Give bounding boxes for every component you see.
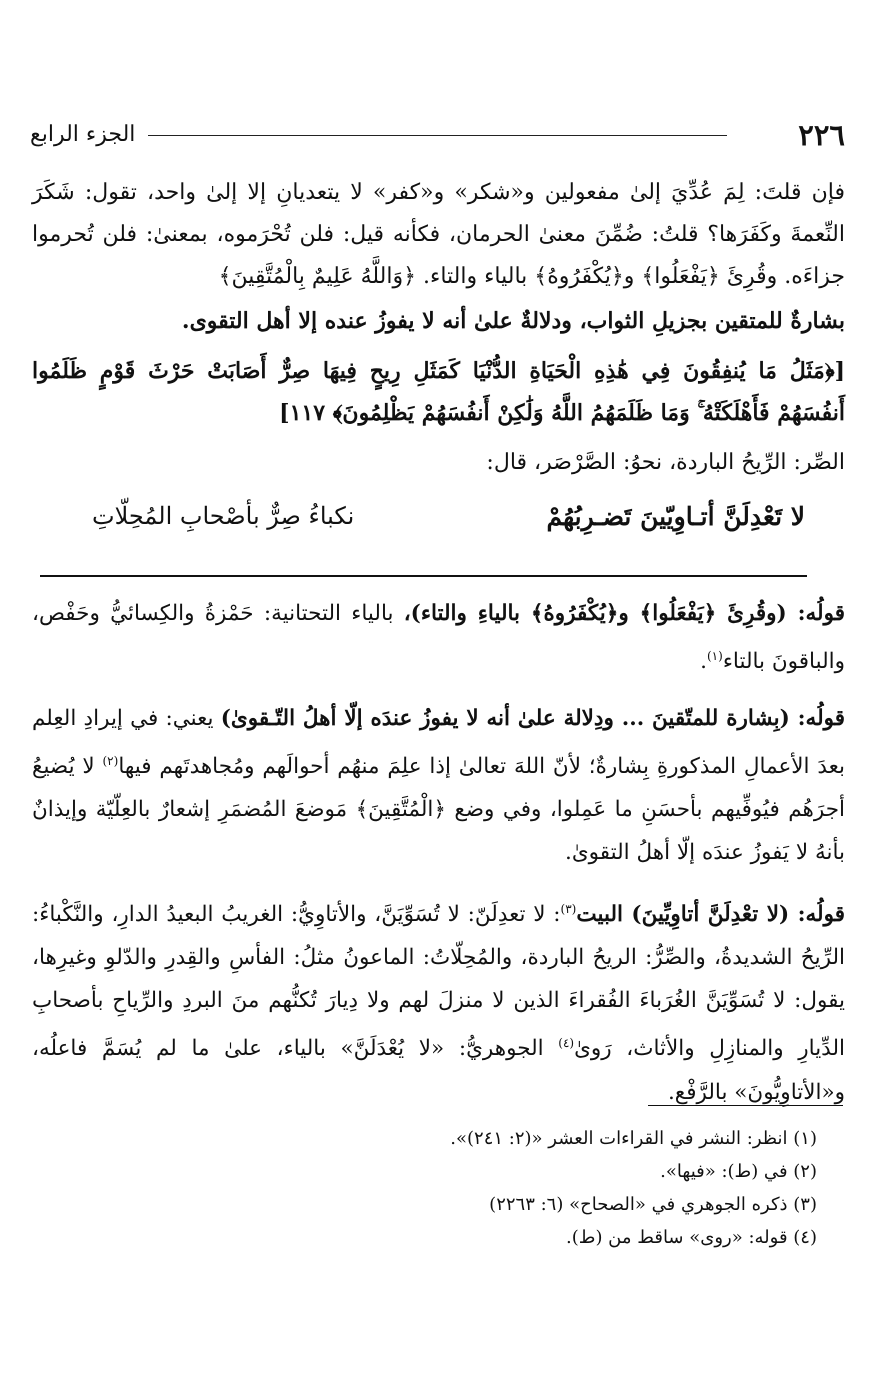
quran-verse-block — [32, 350, 845, 434]
commentary-paragraph — [32, 697, 845, 874]
footnote: (٣) ذكره الجوهري في «الصحاح» (٦: ٢٢٦٣) — [489, 1194, 817, 1215]
footnote-ref: (٣) — [560, 902, 577, 917]
commentary-lead: قولُه: (لا تعْدِلَنَّ أتاوِيِّينَ) البيت — [576, 902, 845, 928]
footnote: (٢) في (ط): «فيها». — [660, 1161, 817, 1182]
footnote-ref: (٢) — [102, 754, 119, 769]
commentary-paragraph: قولُه: (وقُرِئَ ﴿يَفْعَلُوا﴾ و﴿يُكْفَرُوهُ﴾ بالياءِ والتاء)، بالياء التحتانية: حَمْزةُ والكِسائيُّ وحَفْص، والباقونَ بالتاء$^{(١)}$. — [32, 601, 845, 675]
page-number: ٢٢٦ — [798, 118, 845, 152]
commentary-divider — [40, 575, 807, 577]
commentary-text: يعني: في إيرادِ العِلم بعدَ الأعمالِ المذكورةِ بِشارةٌ؛ لأنّ اللهَ تعالىٰ إذا علِمَ منهُم أحوالَهم ومُجاهدتَهم فيها — [32, 706, 845, 780]
commentary-lead: قولُه: (بِشارة للمتّقينَ ... ودِلالة علىٰ أنه لا يفوزُ عندَه إلّا أهلُ التّـقوىٰ) — [220, 706, 845, 732]
verse-note: الصِّر: الرِّيحُ الباردة، نحوُ: الصَّرْصَر، قال: — [486, 450, 845, 475]
commentary-text: بالياء التحتانية: حَمْزةُ والكِسائيُّ وحَفْص، والباقونَ بالتاء — [32, 601, 845, 675]
main-text — [32, 172, 845, 546]
commentary-paragraph — [32, 888, 845, 1113]
main-paragraph: بشارةٌ للمتقين بجزيلِ الثواب، ودلالةٌ علىٰ أنه لا يفوزُ عنده إلا أهل التقوى. — [181, 308, 845, 334]
footnote-ref: (١) — [706, 649, 723, 663]
commentary-section — [32, 592, 845, 1114]
footnote-rule — [648, 1105, 843, 1106]
footnote: (١) انظر: النشر في القراءات العشر «(٢: ٢٤١)». — [450, 1128, 817, 1149]
poem-line — [32, 494, 845, 546]
footnote: (٤) قوله: «روى» ساقط من (ط). — [566, 1227, 817, 1248]
page-header — [30, 118, 849, 154]
commentary-text: لا يُضيعُ أجرَهُم فيُوفِّيهم بأحسَنِ ما عَمِلوا، وفي وضع ﴿الْمُتَّقِينَ﴾ مَوضعَ المُضمَرِ إشعارٌ بالعِلّيّة وإيذانٌ بأنهُ لا يَفوزُ عندَه إلّا أهلُ التقوىٰ. — [32, 754, 845, 866]
header-rule — [148, 135, 727, 136]
footnote-ref: (٤) — [558, 1036, 575, 1051]
running-head: الجزء الرابع — [30, 122, 136, 147]
commentary-lead: قولُه: (وقُرِئَ ﴿يَفْعَلُوا﴾ و﴿يُكْفَرُوهُ﴾ بالياءِ والتاء)، — [403, 601, 845, 626]
poem-hemistich-first: لا تَعْدِلَنَّ أتـاوِيّينَ تَضـرِبُهُمْ — [546, 502, 805, 531]
commentary-text: الجوهريُّ: «لا يُعْدَلَنَّ» بالياء، علىٰ ما لم يُسَمَّ فاعلُه، و«الأتاوِيُّونَ» بالرَّفْع. — [32, 1036, 845, 1105]
footnotes — [450, 1122, 817, 1254]
quran-verse: [﴿مَثَلُ مَا يُنفِقُونَ فِي هَٰذِهِ الْحَيَاةِ الدُّنْيَا كَمَثَلِ رِيحٍ فِيهَا صِرٌّ أَصَابَتْ حَرْثَ قَوْمٍ ظَلَمُوا أَنفُسَهُمْ فَأَهْلَكَتْهُ ۚ وَمَا ظَلَمَهُمُ اللَّهُ وَلَٰكِنْ أَنفُسَهُمْ يَظْلِمُونَ﴾ ١١٧] — [32, 358, 845, 426]
main-paragraph: فإن قلتَ: لِمَ عُدِّيَ إلىٰ مفعولين و«شكر» و«كفر» لا يتعديانِ إلا إلىٰ واحد، تقول: شَكَرَ النِّعمةَ وكَفَرَها؟ قلتُ: ضُمِّنَ معنىٰ الحرمان، فكأنه قيل: فلن تُحْرَموه، بمعنىٰ: فلن تُحرموا جزاءَه. وقُرِئَ ﴿يَفْعَلُوا﴾ و﴿يُكْفَرُوهُ﴾ بالياء والتاء. ﴿وَاللَّهُ عَلِيمٌ بِالْمُتَّقِينَ﴾ — [32, 180, 845, 289]
poem-hemistich-second: نكباءُ صِرٌّ بأصْحابِ المُحِلّاتِ — [92, 502, 355, 530]
commentary-text: : لا تعدِلَنّ: لا تُسَوِّيَنَّ، والأتاوِيُّ: الغريبُ البعيدُ الدارِ، والنَّكْباءُ: الرِّيحُ الشديدةُ، والصِّرُّ: الريحُ الباردة، والمُحِلّاتُ: الماعونُ مثلُ: الفأسِ والقِدرِ والدّلوِ وغيرِها، يقول: لا تُسَوِّيَنَّ الغُرَباءَ الفُقراءَ الذين لا منزلَ لهم ولا دِيارَ تُكنُّهم منَ البردِ والرِّياحِ بأصحابِ الدِّيارِ والمنازِلِ والأثاث، رَوىٰ — [32, 902, 845, 1062]
